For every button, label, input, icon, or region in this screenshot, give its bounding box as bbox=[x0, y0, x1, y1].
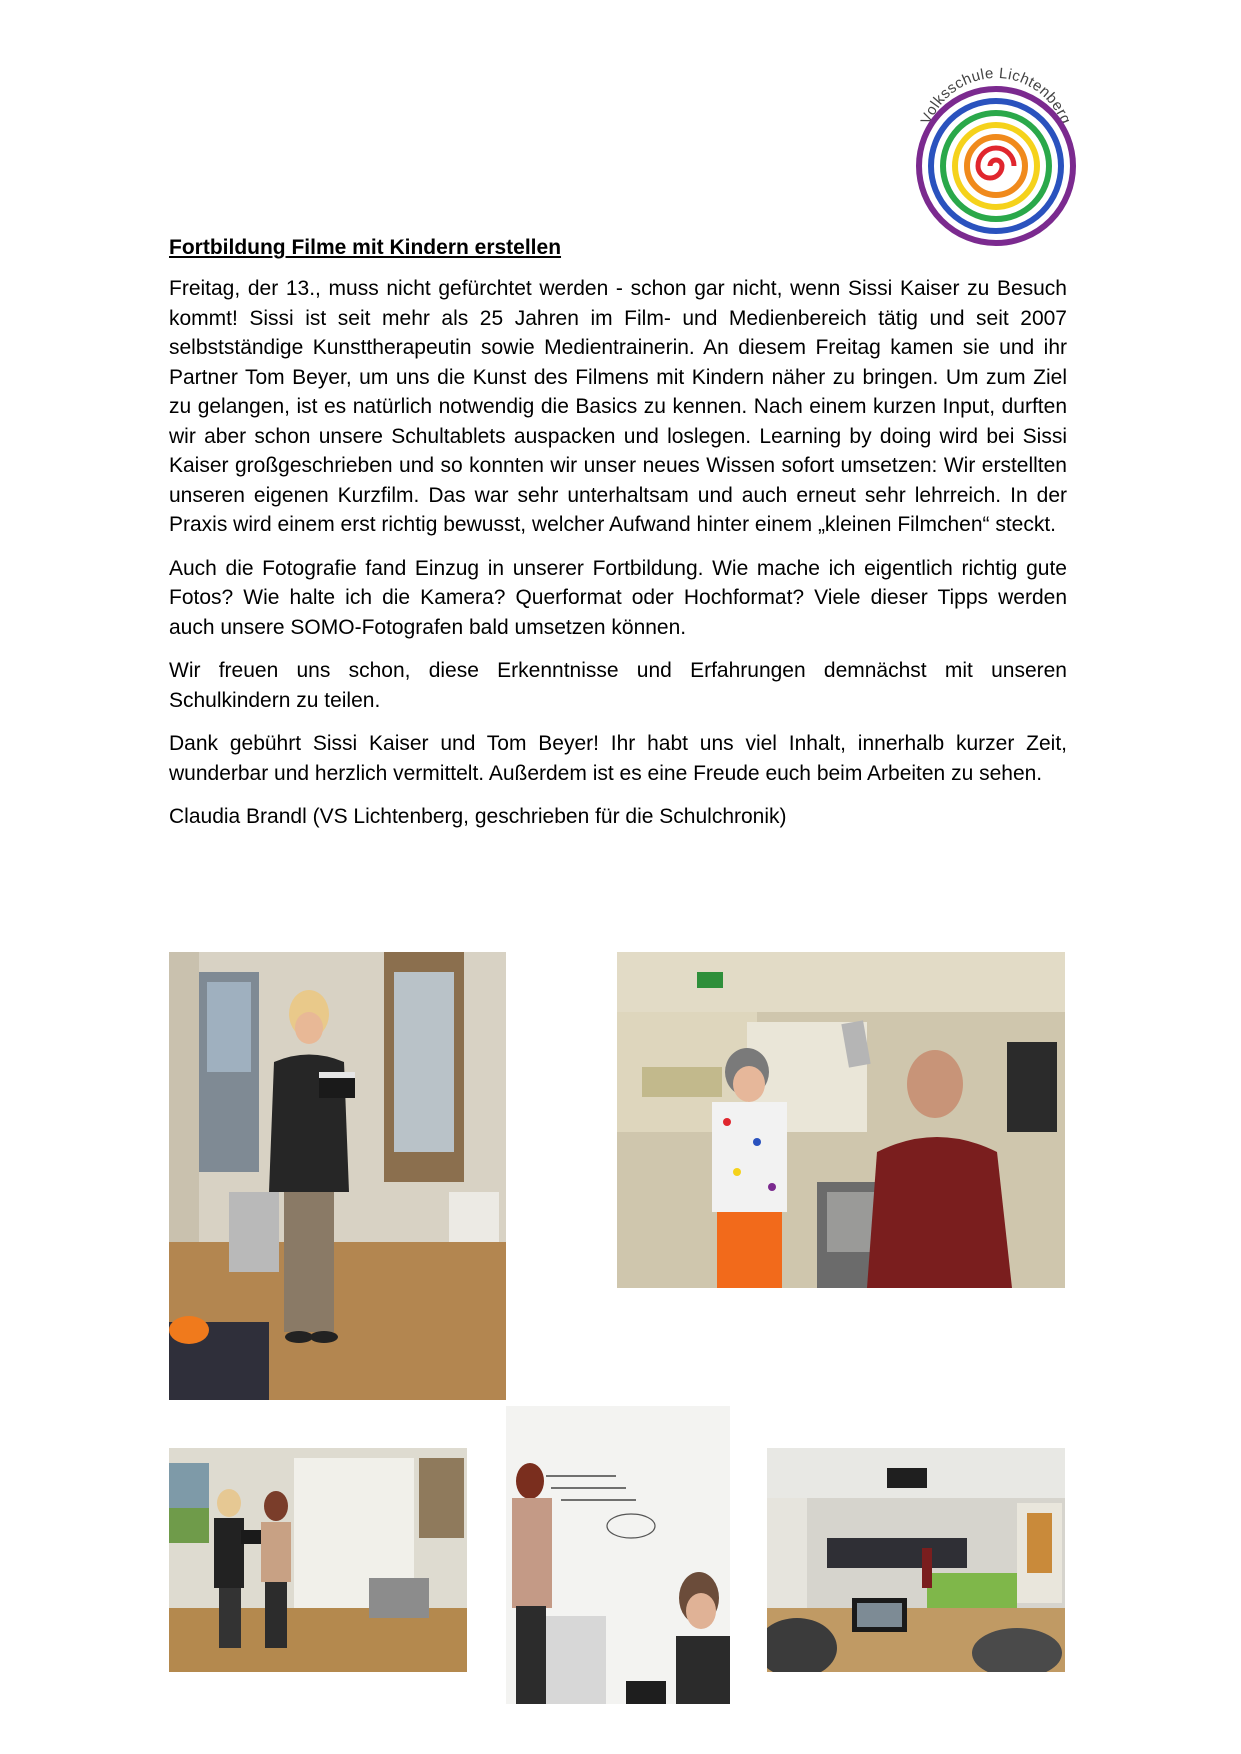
svg-text:Volksschule Lichtenberg bbox=[918, 65, 1075, 127]
paragraph-4: Dank gebührt Sissi Kaiser und Tom Beyer! Ihr habt uns viel Inhalt, innerhalb kurzer Zeit, wunderbar und herzlich vermittelt. Außerdem ist es eine Freude euch beim Arbeiten zu sehen. bbox=[169, 732, 1067, 785]
paragraph-1: Freitag, der 13., muss nicht gefürchtet werden - schon gar nicht, wenn Sissi Kaiser zu Besuch kommt! Sissi ist seit mehr als 25 Jahren im Film- und Medienbereich tätig und seit 2007 selbstständige Kunsttherapeutin sowie Medientrainerin. An diesem Freitag kamen sie und ihr Partner Tom Beyer, um uns die Kunst des Filmens mit Kindern näher zu bringen. Um zum Ziel zu gelangen, ist es natürlich notwendig die Basics zu kennen. Nach einem kurzen Input, durften wir aber schon unsere Schultablets auspacken und loslegen. Learning by doing wird bei Sissi Kaiser großgeschrieben und so konnten wir unser neues Wissen sofort umsetzen: Wir erstellten unseren eigenen Kurzfilm. Das war sehr unterhaltsam und auch erneut sehr lehrreich. In der Praxis wird einem erst richtig bewusst, welcher Aufwand hinter einem „kleinen Filmchen“ steckt. bbox=[169, 277, 1067, 536]
photo-whiteboard bbox=[506, 1406, 730, 1704]
photo-group-clapperboard bbox=[169, 1448, 467, 1672]
paragraph-2: Auch die Fotografie fand Einzug in unserer Fortbildung. Wie mache ich eigentlich richtig gute Fotos? Wie halte ich die Kamera? Querformat oder Hochformat? Viele dieser Tipps werden auch unsere SOMO-Fotografen bald umsetzen können. bbox=[169, 556, 1067, 639]
signature: Claudia Brandl (VS Lichtenberg, geschrieben für die Schulchronik) bbox=[169, 805, 787, 828]
paragraph-3: Wir freuen uns schon, diese Erkenntnisse und Erfahrungen demnächst mit unseren Schulkindern zu teilen. bbox=[169, 659, 1067, 712]
logo-text: Volksschule Lichtenberg bbox=[917, 64, 1075, 127]
spiral-logo-graphic bbox=[896, 48, 1096, 248]
photo-tablet-filming bbox=[617, 952, 1065, 1288]
article-title: Fortbildung Filme mit Kindern erstellen bbox=[169, 236, 562, 259]
article bbox=[169, 234, 1067, 846]
school-logo bbox=[896, 48, 1096, 248]
photo-classroom-projector bbox=[767, 1448, 1065, 1672]
photo-clapperboard bbox=[169, 952, 506, 1400]
